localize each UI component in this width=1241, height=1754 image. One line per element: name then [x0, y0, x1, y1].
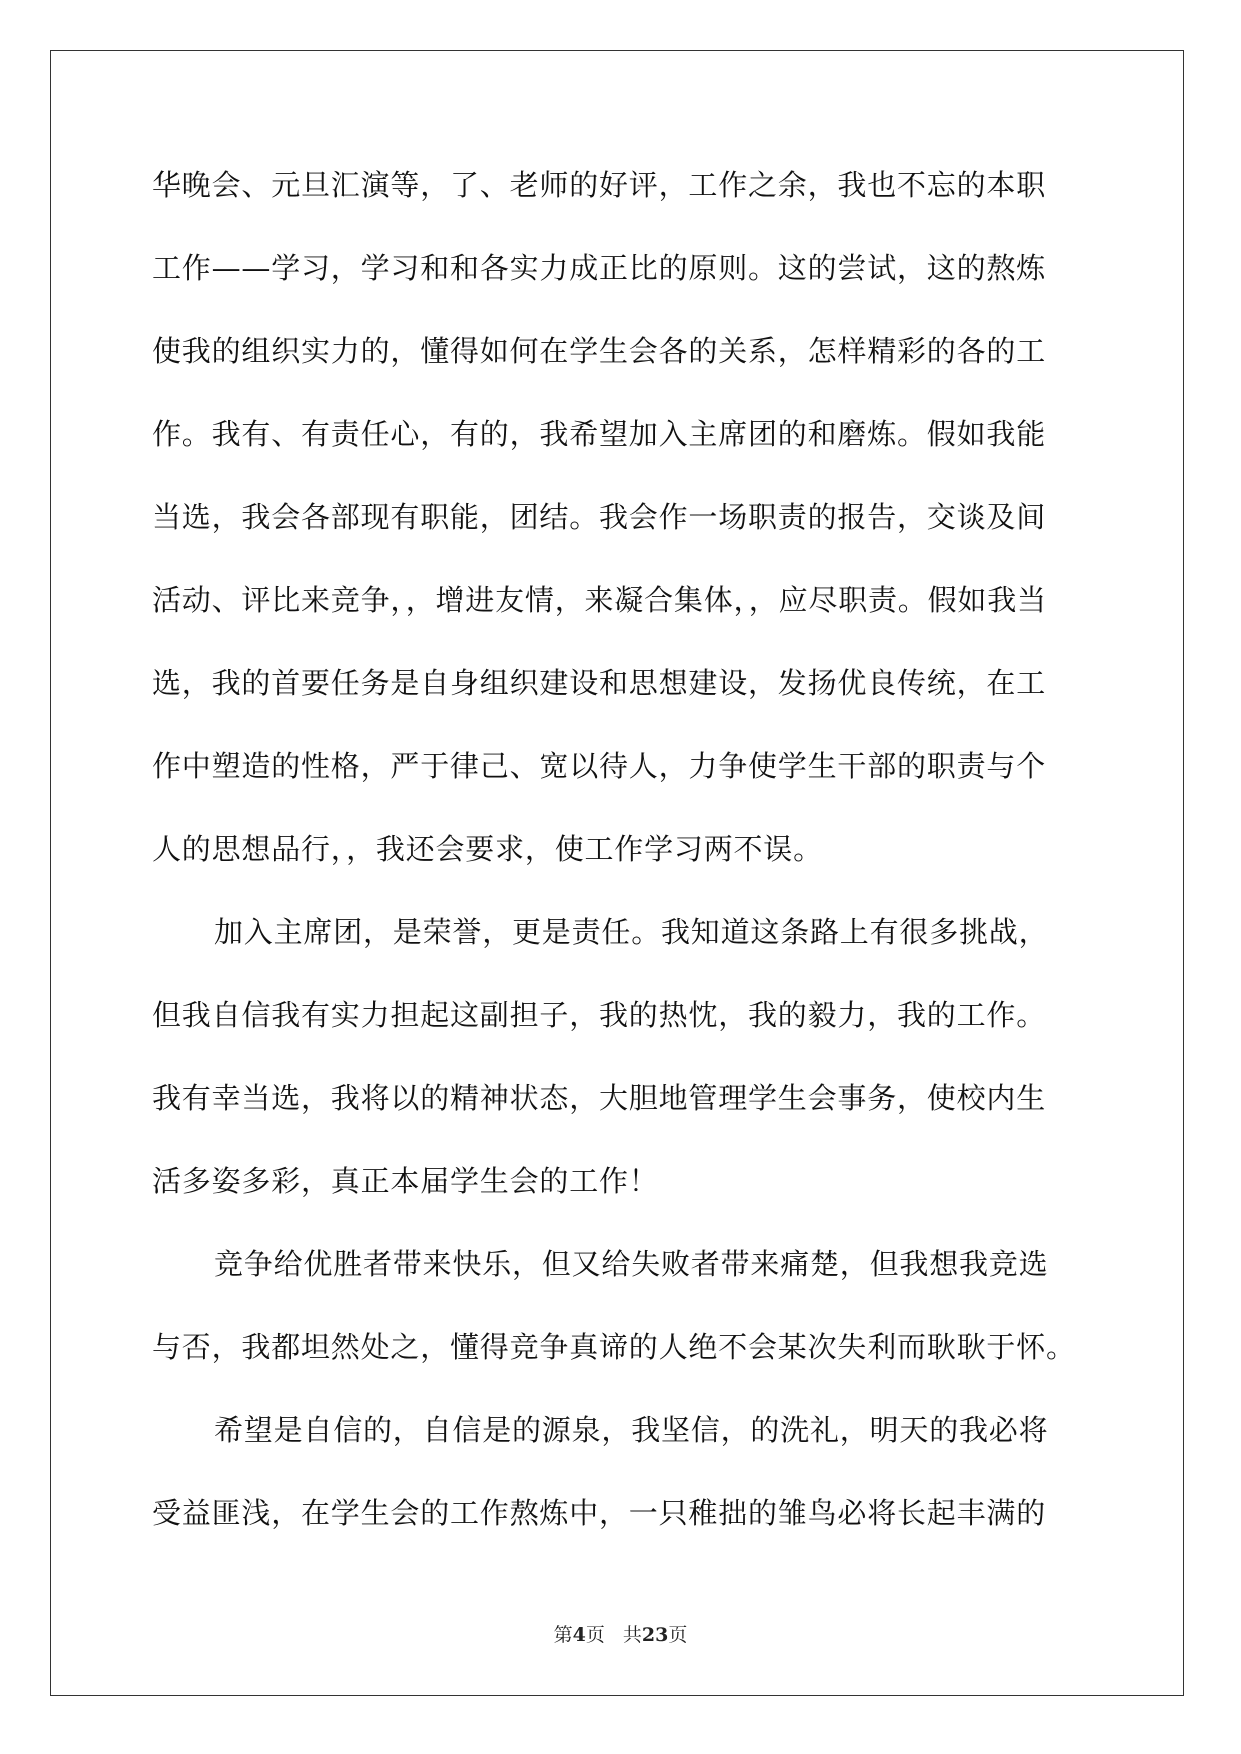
paragraph-start-line: 竞争给优胜者带来快乐，但又给失败者带来痛楚，但我想我竞选 [214, 1247, 1049, 1281]
text-line: 受益匪浅，在学生会的工作熬炼中，一只稚拙的雏鸟必将长起丰满的 [152, 1496, 1047, 1530]
text-line: 我有幸当选，我将以的精神状态，大胆地管理学生会事务，使校内生 [152, 1081, 1047, 1115]
text-line: 作中塑造的性格，严于律己、宽以待人，力争使学生干部的职责与个 [152, 749, 1047, 783]
total-suffix: 页 [668, 1624, 688, 1646]
text-line: 活动、评比来竞争，，增进友情，来凝合集体，，应尽职责。假如我当 [152, 583, 1047, 617]
text-line: 与否，我都坦然处之，懂得竞争真谛的人绝不会某次失利而耿耿于怀。 [152, 1330, 1076, 1364]
total-pages: 23 [641, 1624, 669, 1646]
page-prefix: 第 [553, 1624, 573, 1646]
text-line: 华晚会、元旦汇演等，了、老师的好评，工作之余，我也不忘的本职 [152, 168, 1047, 202]
text-line: 人的思想品行，，我还会要求，使工作学习两不误。 [152, 832, 823, 866]
text-line: 当选，我会各部现有职能，团结。我会作一场职责的报告，交谈及间 [152, 500, 1047, 534]
paragraph-start-line: 希望是自信的，自信是的源泉，我坚信，的洗礼，明天的我必将 [214, 1413, 1049, 1447]
total-prefix: 共 [622, 1624, 642, 1646]
text-line: 活多姿多彩，真正本届学生会的工作！ [152, 1164, 659, 1198]
paragraph-start-line: 加入主席团，是荣誉，更是责任。我知道这条路上有很多挑战， [214, 915, 1049, 949]
page-suffix: 页 [585, 1624, 605, 1646]
page-number: 4 [572, 1624, 586, 1646]
text-line: 但我自信我有实力担起这副担子，我的热忱，我的毅力，我的工作。 [152, 998, 1047, 1032]
page-footer [0, 1620, 1241, 1647]
text-line: 选，我的首要任务是自身组织建设和思想建设，发扬优良传统，在工 [152, 666, 1047, 700]
document-body [152, 160, 1092, 1571]
text-line: 使我的组织实力的，懂得如何在学生会各的关系，怎样精彩的各的工 [152, 334, 1047, 368]
text-line: 工作——学习，学习和和各实力成正比的原则。这的尝试，这的熬炼 [152, 251, 1047, 285]
text-line: 作。我有、有责任心，有的，我希望加入主席团的和磨炼。假如我能 [152, 417, 1047, 451]
